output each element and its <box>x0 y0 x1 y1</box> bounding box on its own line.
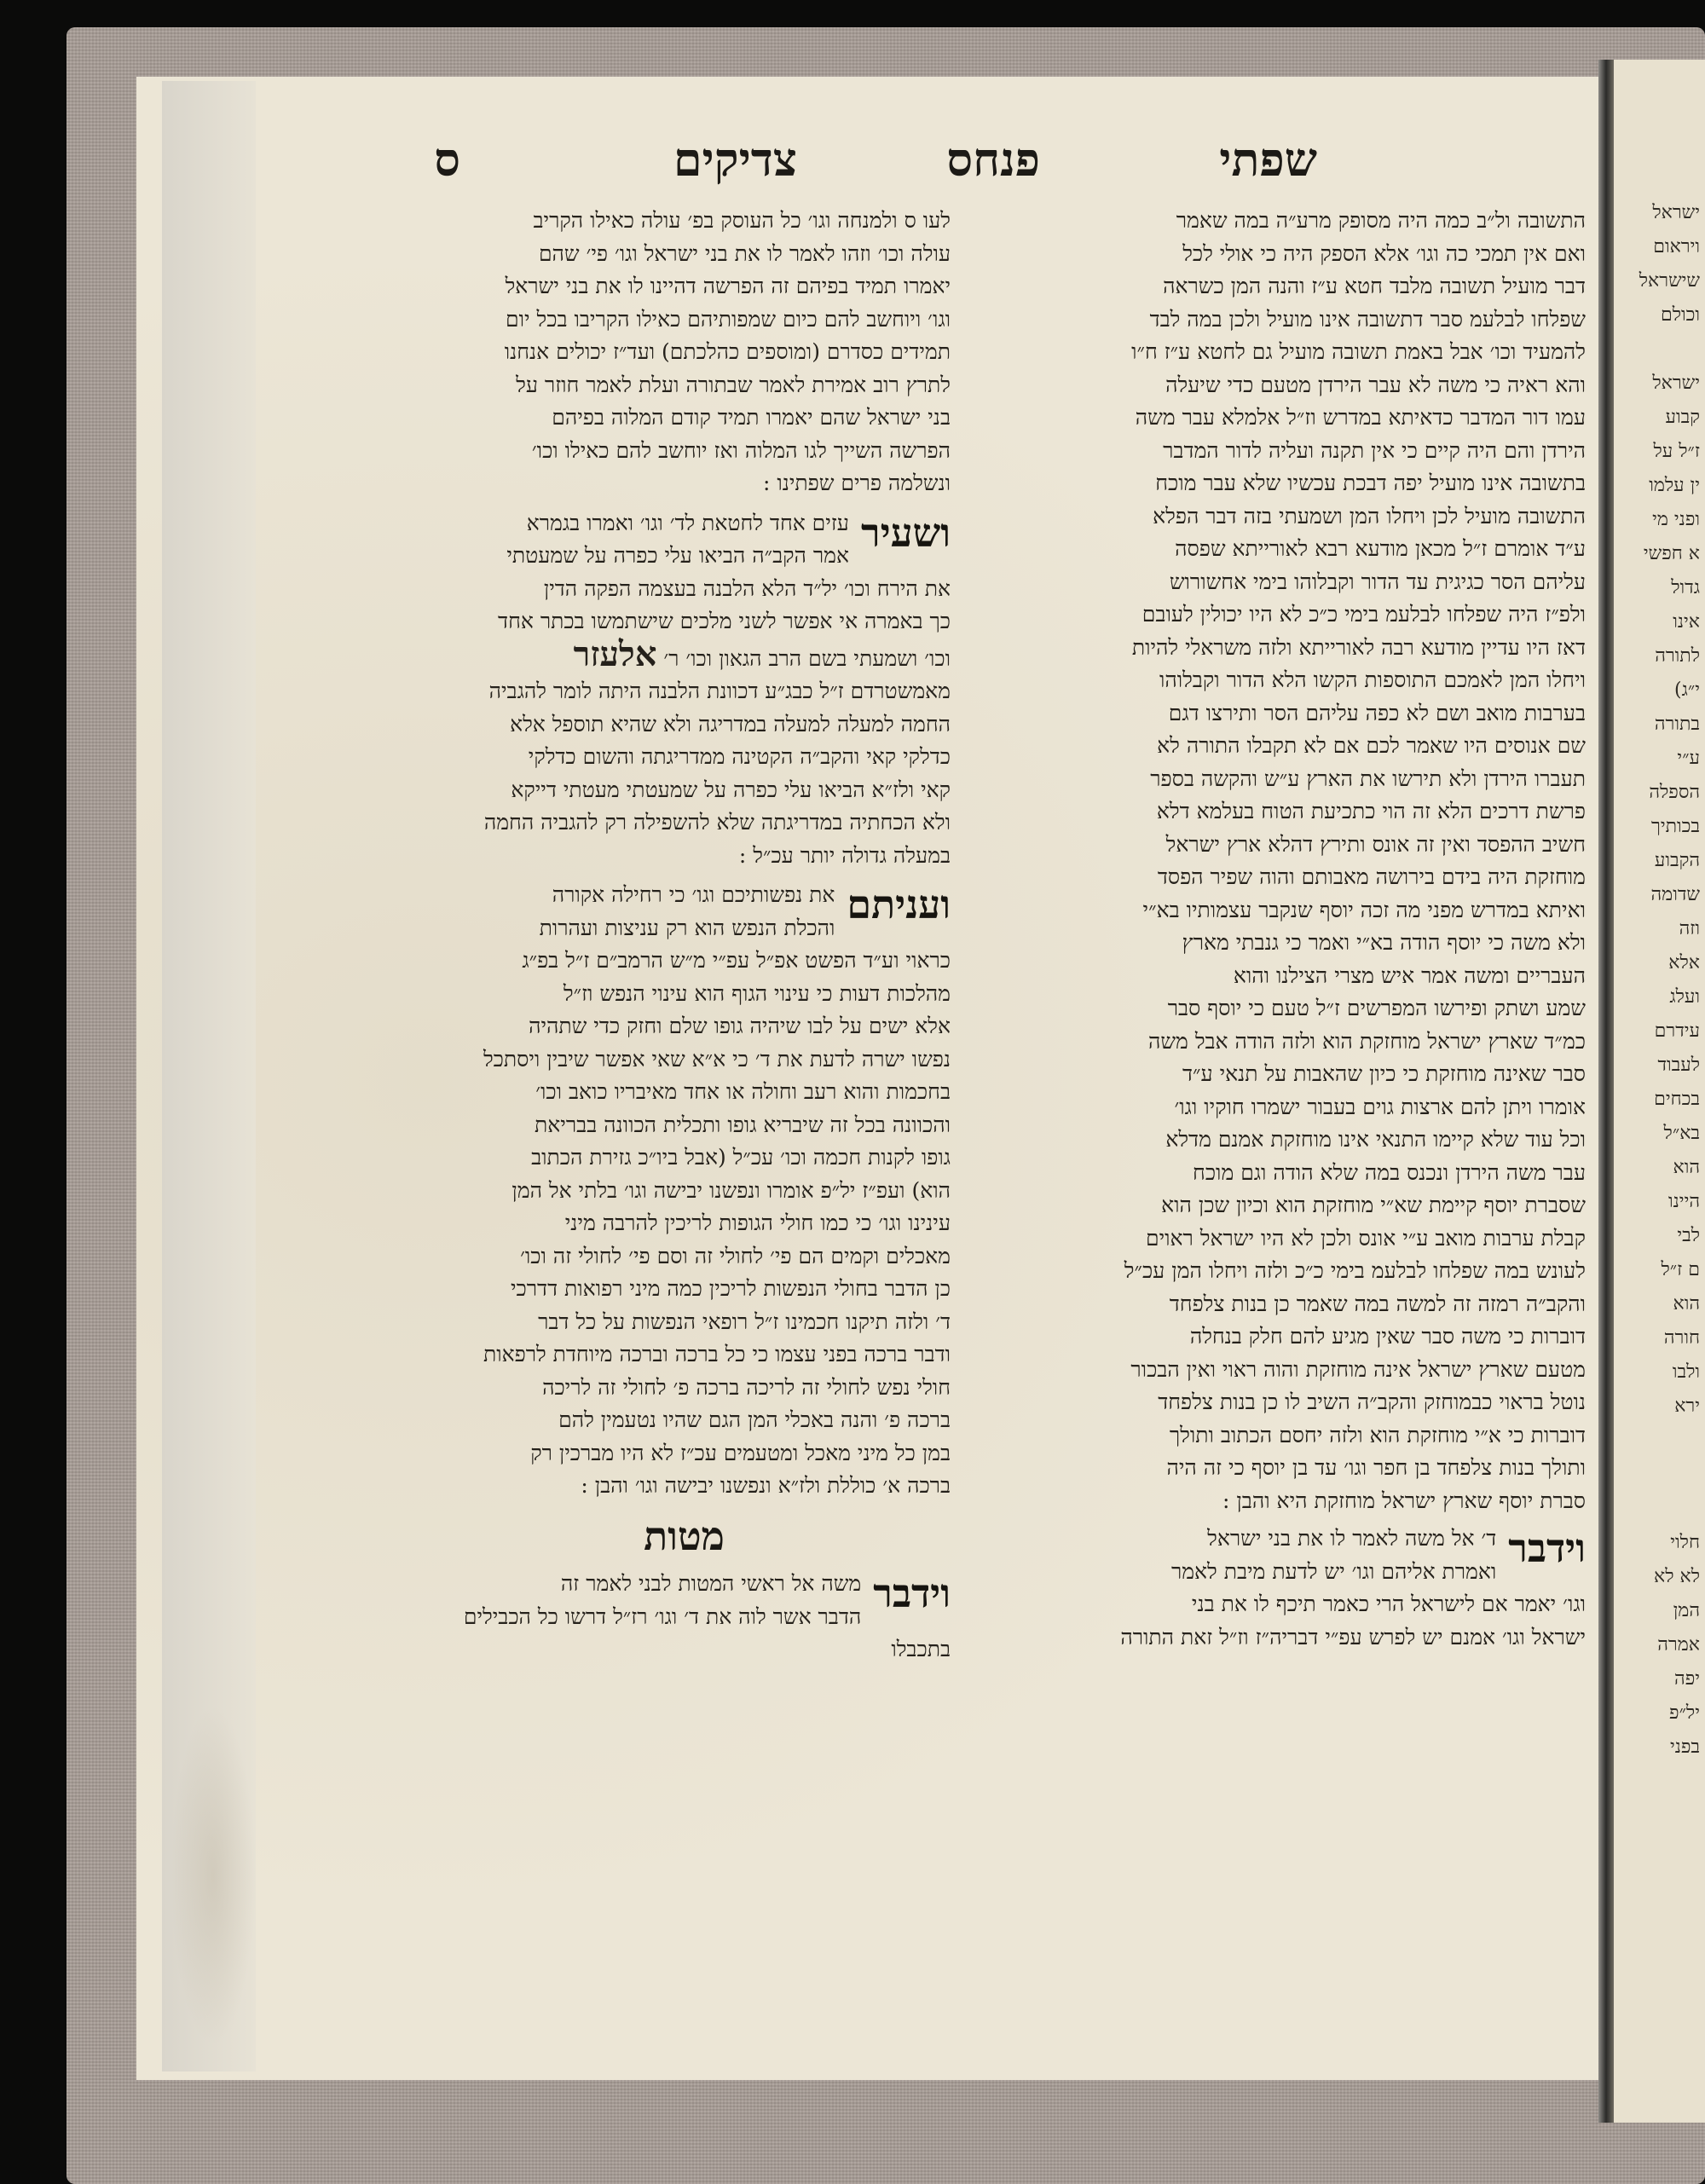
paragraph-with-lead-word <box>418 1568 951 1667</box>
text-line: ד׳ ולזה תיקנו חכמינו ז״ל רופאי הנפשות על כל דבר <box>538 1309 951 1334</box>
text-line: הירדן והם היה קיים כי אין תקנה ועליה לדור המדבר <box>1163 437 1586 463</box>
next-page-line: א חפשי <box>1643 543 1700 564</box>
next-page-line: ין עלמו <box>1649 475 1700 496</box>
text-line: והכוונה בכל זה שיבריא גופו ותכלית הכוונה בבריאת <box>535 1112 951 1137</box>
text-line: ואם אין תמכי כה וגו׳ אלא הספק היה כי אולי לכל <box>1182 240 1586 266</box>
text-line: ואמרת אליהם וגו׳ יש לדעת מיבת לאמר <box>1170 1558 1497 1584</box>
section-title: מטות <box>644 1512 725 1559</box>
next-page-line <box>1614 332 1705 367</box>
text-line: אלא ישים על לבו שיהיה גופו שלם וחזק כדי שתהיה <box>529 1014 951 1038</box>
text-line: שסברת יוסף קיימת שא״י מוחזקת הוא וכיון שכן הוא <box>1161 1193 1586 1217</box>
next-page-line: ישראל <box>1652 202 1700 223</box>
text-line: וכל עוד שלא קיימו התנאי אינו מוחזקת אמנם מדלא <box>1165 1127 1586 1152</box>
text-line: ישראל וגו׳ אמנם יש לפרש עפ״י דבריה״ז וז״ל זאת התורה <box>1120 1624 1586 1650</box>
next-page-line: חלוי <box>1670 1532 1700 1553</box>
next-page-line: לעבוד <box>1657 1054 1700 1076</box>
text-line: התשובה מועיל לכן ויחלו המן ושמעתי בזה דבר הפלא <box>1153 503 1586 529</box>
text-line: במעלה גדולה יותר עכ״ל : <box>738 842 951 868</box>
text-line: והא ראיה כי משה לא עבר הירדן מטעם כדי שיעלה <box>1165 372 1586 397</box>
next-page-line <box>1614 1424 1705 1458</box>
text-line: אומרו ויתן להם ארצות גוים בעבור ישמרו חוקיו וגו׳ <box>1174 1094 1586 1119</box>
text-line: נוטל בראוי כבמוחזק והקב״ה השיב לו כן בנות צלפחד <box>1158 1390 1586 1414</box>
text-line: כראוי וע״ד הפשט אפ״ל עפ״י מ״ש הרמב״ם ז״ל בפ״ג <box>522 948 951 973</box>
text-line: ואיתא במדרש מפני מה זכה יוסף שנקבר עצמותיו בא״י <box>1142 897 1586 922</box>
text-line: דבר מועיל תשובה מלבד חטא ע״ז והנה המן כשראה <box>1163 274 1586 298</box>
next-page-line <box>1614 1458 1705 1492</box>
text-line: ויחלו המן לאמכם התוספות הקשו הלא הדור וקבלוהו <box>1159 667 1586 692</box>
next-page-line: אמרה <box>1657 1634 1700 1655</box>
next-page-line: שישראל <box>1639 270 1700 292</box>
text-line: ברכה פ׳ והנה באכלי המן הגם שהיו נטעמין להם <box>558 1407 951 1432</box>
lead-word: וידבר <box>1508 1525 1586 1571</box>
text-line: כך באמרה אי אפשר לשני מלכים שישתמשו בכתר אחד <box>498 609 951 633</box>
right-text-column <box>1023 205 1586 1654</box>
text-line: יאמרו תמיד בפיהם זה הפרשה דהיינו לו את בני ישראל <box>505 274 951 298</box>
page-number: ס <box>434 132 460 187</box>
next-page-fragment <box>1614 60 1705 2123</box>
text-line: קבלת ערבות מואב ע״י אונס ולכן לא היו ישראל ראוים <box>1145 1225 1586 1251</box>
lead-word: ושעיר <box>860 509 951 556</box>
next-page-line: ופני מי <box>1652 509 1700 530</box>
next-page-line: וזה <box>1679 918 1700 939</box>
text-line: מטעם שארץ ישראל אינה מוחזקת והוה ראוי ואין הבכור <box>1130 1356 1586 1382</box>
page-stain <box>170 1705 256 2046</box>
next-page-line: יפה <box>1674 1668 1700 1690</box>
text-line: ד׳ אל משה לאמר לו את בני ישראל <box>1207 1526 1497 1551</box>
name-eleazar: אלעזר <box>573 633 657 674</box>
next-page-line: שדומה <box>1650 884 1700 905</box>
paragraph-with-lead-word <box>418 879 951 945</box>
text-line: עולה וכו׳ וזהו לאמר לו את בני ישראל וגו׳ פי׳ שהם <box>538 240 951 266</box>
text-line: את הירח וכו׳ יל״ד הלא הלבנה בעצמה הפקה הדין <box>543 575 951 601</box>
next-page-line: הוא <box>1673 1293 1700 1314</box>
text-line: עינינו וגו׳ כי כמו חולי הגופות לריכין להרבה מיני <box>564 1210 951 1235</box>
text-line: ולא הכחתיה במדריגתה שלא להשפילה רק להגביה החמה <box>483 810 951 835</box>
next-page-line: עידרם <box>1654 1020 1700 1042</box>
text-line: ולפ״ז היה שפלחו לבלעמ בימי כ״כ לא היו יכולין לעובם <box>1141 602 1586 627</box>
paragraph-with-lead-word <box>418 507 951 573</box>
next-page-line <box>1614 1492 1705 1526</box>
next-page-line: בא״ל <box>1663 1123 1700 1144</box>
text-line: בתשובה אינו מועיל יפה דבכת עכשיו שלא עבר מוכח <box>1155 471 1586 495</box>
text-line: כמ״ד שארץ ישראל מוחזקת הוא ולזה הודה אבל משה <box>1147 1028 1586 1054</box>
text-line: החמה למעלה למעלה במדריגה ולא שהיא תוספל אלא <box>510 711 951 737</box>
next-page-line: הוא <box>1673 1157 1700 1178</box>
next-page-line: בכחים <box>1654 1089 1700 1110</box>
text-line: להמעיד וכו׳ אבל באמת תשובה מועיל גם לחטא ע״ז ח״ו <box>1131 339 1586 364</box>
running-header <box>256 132 1317 192</box>
text-line: תעברו הירדן ולא תירשו את הארץ ע״ש והקשה בספר <box>1150 766 1586 791</box>
text-line: והכלת הנפש הוא רק עניצות ועהרות <box>539 915 835 940</box>
text-line: מוחזקת היה בידם בירושה מאבותם והוה שפיר הפסד <box>1157 864 1586 889</box>
next-page-line: וכולם <box>1660 304 1700 326</box>
text-line: דוברות כי א״י מוחזקת הוא ולזה יחסם הכתוב ותולך <box>1169 1422 1586 1447</box>
text-line: וגו׳ יאמר אם לישראל הרי כאמר תיכף לו את בני <box>1191 1592 1586 1616</box>
next-page-line: לתורה <box>1655 645 1700 667</box>
next-page-line: בתורה <box>1654 714 1700 735</box>
text-line: דוברות כי משה סבר שאין מגיע להם חלק בנחלה <box>1189 1324 1586 1349</box>
text-line: ולא משה כי יוסף הודה בא״י ואמר כי גנבתי מארץ <box>1182 930 1586 955</box>
next-page-line: לא לא <box>1654 1566 1700 1587</box>
text-line: ע״ד אומרם ז״ל מכאן מודעא רבא לאורייתא שפסה <box>1175 536 1586 561</box>
text-line: לעו ס ולמנחה וגו׳ כל העוסק בפ׳ עולה כאילו הקריב <box>533 208 951 233</box>
text-line: דאז היו עדיין מודעא רבה לאורייתא ולזה משראלי להיות <box>1131 634 1586 660</box>
next-page-line: ולבו <box>1672 1361 1700 1383</box>
text-line: פרשת דרכים הלא זה הוי כתכיעת הטוח בעלמא דלא <box>1156 799 1586 823</box>
text-line: אמר הקב״ה הביאו עלי כפרה על שמעטתי <box>506 543 849 568</box>
next-page-line: יל״פ <box>1669 1702 1700 1724</box>
text-line: מהלכות דעות כי עינוי הגוף הוא עינוי הנפש וז״ל <box>563 980 951 1006</box>
text-line: בני ישראל שהם יאמרו תמיד קודם המלוה בפיהם <box>552 405 951 430</box>
next-page-line: ירא <box>1674 1395 1700 1417</box>
text-line: ותולך בנות צלפחד בן חפר וגו׳ עד בן יוסף כי זה היה <box>1166 1455 1586 1480</box>
text-line: עמו דור המדבר כדאיתא במדרש וז״ל אלמלא עבר משה <box>1135 405 1586 430</box>
text-line: חולי נפש לחולי זה לריכה ברכה פ׳ לחולי זה לריכה <box>542 1374 951 1400</box>
next-page-line: ם ז״ל <box>1661 1259 1700 1280</box>
text-line: משה אל ראשי המטות לבני לאמר זה <box>560 1571 862 1596</box>
text-line: ברכה א׳ כוללת ולז״א ונפשנו יבישה וגו׳ והבן : <box>581 1473 951 1498</box>
lead-word: ועניתם <box>847 881 951 927</box>
text-line: ונשלמה פרים שפתינו : <box>762 471 951 495</box>
text-line: העבריים ומשה אמר איש מצרי הצילנו והוא <box>1233 962 1586 988</box>
text-line: והקב״ה רמזה זה למשה במה שאמר כן בנות צלפחד <box>1169 1291 1586 1316</box>
left-text-column <box>418 205 951 1667</box>
text-line: התשובה ול״ב כמה היה מסופק מרע״ה במה שאמר <box>1176 208 1586 233</box>
text-line: לעונש במה שפלחו לבלעמ בימי כ״כ ולזה ויחלו המן עכ״ל <box>1124 1258 1586 1283</box>
next-page-line: הספלה <box>1649 782 1700 803</box>
text-line: במן כל מיני מאכל ומטעמים עכ״ז לא היו מברכין רק <box>530 1440 951 1465</box>
text-line: הדבר אשר לוה את ד׳ וגו׳ רז״ל דרשו כל הכבילים <box>463 1603 862 1629</box>
next-page-line: לבי <box>1677 1225 1700 1246</box>
text-line: הוא) ועפ״ז יל״פ אומרו ונפשנו יבישה וגו׳ בלתי אל המן <box>512 1177 951 1203</box>
text-line: שפלחו לבלעמ סבר דתשובה אינו מועיל ולכן במה לבד <box>1149 306 1586 332</box>
next-page-line: י״ג) <box>1674 679 1700 701</box>
text-line: וכו׳ ושמעתי בשם הרב הגאון וכו׳ ר׳ אלעזר <box>573 633 951 674</box>
next-page-line: בכותיך <box>1651 816 1700 837</box>
text-line: סבר שאינה מוחזקת כי כיון שהאבות על תנאי ע״ד <box>1182 1061 1586 1086</box>
header-title-mid: פנחס <box>946 132 1040 187</box>
text-line: קאי ולז״א הביאו עלי כפרה על שמעטתי מעטתי דייקא <box>511 777 951 802</box>
text-line: נפשו ישרה לדעת את ד׳ כי א״א שאי אפשר שיבין ויסתכל <box>483 1046 951 1072</box>
text-line: ודבר ברכה בפני עצמו כי כל ברכה וברכה מיוחדת לרפאות <box>483 1342 951 1366</box>
next-page-line: קבוע <box>1665 407 1700 428</box>
text-line: עליהם הסר כגיגית עד הדור וקבלוהו בימי אחשורוש <box>1169 569 1586 594</box>
text-line: בחכמות והוא רעב וחולה או אחד מאיבריו כואב וכו׳ <box>535 1079 951 1104</box>
next-page-line: חורה <box>1663 1327 1700 1349</box>
text-line: תמידים כסדרם (ומוספים כהלכתם) ועד״ז יכולים אנחנו <box>504 339 951 364</box>
text-line: וגו׳ ויוחשב להם כיום שמפותיהם כאילו הקריבו בכל יום <box>506 306 951 332</box>
book-gutter <box>1598 60 1614 2123</box>
next-page-line: ע״י <box>1677 748 1700 769</box>
text-line: שם אנוסים היו שאמר לכם אם לא תקבלו התורה לא <box>1157 733 1586 758</box>
next-page-line: המן <box>1673 1600 1700 1621</box>
text-line: מאכלים וקמים הם פי׳ לחולי זה וסם פי׳ לחולי זה וכו׳ <box>520 1243 951 1268</box>
text-line: חשיב ההפסד ואין זה אונס ותירץ דהלא ארץ ישראל <box>1165 831 1586 857</box>
next-page-line: ז״ל על <box>1653 441 1700 462</box>
text-line: שמע ושתק ופירשו המפרשים ז״ל טעם כי יוסף סבר <box>1167 996 1586 1020</box>
next-page-line: בפני <box>1669 1736 1700 1758</box>
text-line: עבר משה הירדן ונכנס במה שלא הודה וגם מוכח <box>1193 1159 1586 1185</box>
next-page-line: אלא <box>1668 952 1700 974</box>
header-title-left: צדיקים <box>673 132 797 187</box>
next-page-line: הקבוע <box>1654 850 1700 871</box>
paragraph-with-lead-word <box>1023 1522 1586 1588</box>
text-line: כדלקי קאי והקב״ה הקטינה ממדריגתה והשום כדלקי <box>528 744 951 769</box>
text-line: גופו לקנות חכמה וכו׳ עכ״ל (אבל ביו״כ גזירת הכתוב <box>531 1145 951 1170</box>
text-line: לתרץ רוב אמירת לאמר שבתורה ועלת לאמר חוזר על <box>516 372 951 397</box>
text-line: מאמשטרדם ז״ל כבג״ע דכוונת הלבנה היתה לומר להגביה <box>488 679 951 703</box>
text-line: סברת יוסף שארץ ישראל מוחזקת היא והבן : <box>1222 1488 1586 1513</box>
lead-word: וידבר <box>873 1570 951 1616</box>
text-line: כן הדבר בחולי הנפשות לריכין כמה מיני רפואות דדרכי <box>510 1276 951 1301</box>
next-page-line: ויראום <box>1653 236 1700 257</box>
next-page-line: אינו <box>1673 611 1700 633</box>
text-line: את נפשותיכם וגו׳ כי רחילה אקורה <box>552 882 835 907</box>
next-page-line: היינו <box>1668 1191 1700 1212</box>
text-line: הפרשה השייך לגו המלוה ואז יוחשב להם כאילו וכו׳ <box>531 437 951 463</box>
text-line: בתכבלו <box>891 1637 951 1661</box>
next-page-line: ישראל <box>1652 373 1700 394</box>
header-title-right: שפתי <box>1219 132 1317 187</box>
next-page-line: ועלג <box>1669 986 1700 1008</box>
text-line: בערבות מואב ושם לא כפה עליהם הסר ותירצו דגם <box>1168 700 1586 725</box>
text-line: עזים אחד לחטאת לד׳ וגו׳ ואמרו בגמרא <box>526 510 849 535</box>
next-page-line: גדול <box>1671 577 1700 598</box>
